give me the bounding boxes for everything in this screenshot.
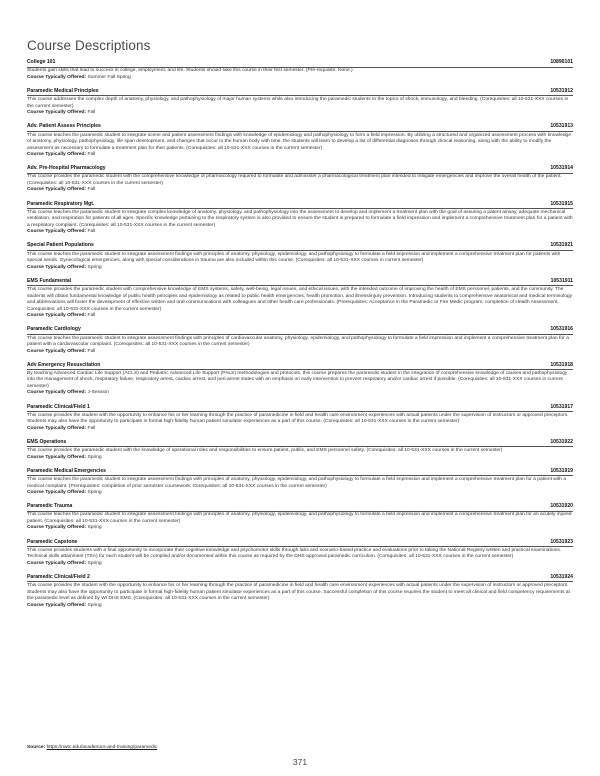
course-offered: [27, 187, 573, 194]
course-name: Paramedic Medical Emergencies: [27, 467, 106, 474]
course-code: 10531913: [550, 123, 573, 130]
course-description: This course provides students with a final opportunity to incorporate their cognitive knowledge and psychomotor skills through labs and scenario-based practice and evaluations prior to taking the National Registry written and practical examinations. Technical skills attainment (TSA) for each student will be compiled and/or documented within this course as required by the DHS-approved paramedic curriculum. (Corequisites: all 10-531-XXX courses in the current semester): [27, 547, 562, 560]
course-description: This course teaches the paramedic student to integrate assessment findings with principles of anatomy, physiology, epidemiology, and pathophysiology to formulate a field impression and implement a comprehensive treatment plan for a patient with a medical complaint. (Prerequisites: completion of prior semester coursework; Corequisites: all 10-531-XXX courses in the current semester): [27, 477, 567, 489]
source-label: Source:: [27, 745, 46, 750]
course-code: 10531912: [550, 87, 573, 94]
course-name: EMS Operations: [27, 438, 67, 445]
course-offered-value: Spring: [87, 560, 102, 566]
course-offered-value: Fall: [87, 187, 96, 193]
course-offered-label: Course Typically Offered:: [27, 187, 87, 193]
course-offered: [27, 265, 573, 272]
course-name: EMS Fundamental: [27, 277, 72, 284]
course-offered-value: Spring: [87, 602, 102, 608]
course-offered: [27, 561, 573, 568]
course-description: This course provides the paramedic student with the comprehensive knowledge of pharmacology required to formulate and administer a pharmacological treatment plan intended to mitigate emergencies and improve the overall health of the patient. (Corequisites: all 10-531-XXX courses in the current semester): [27, 174, 562, 186]
course-code: 10531914: [550, 165, 573, 172]
course-header: [27, 439, 573, 448]
course-description: This course addresses the complex depth of anatomy, physiology, and pathophysiology of major human systems while also introducing the paramedic students to the topics of shock, immunology, and bleeding. (Corequisites: all 10-531-XXX courses in the current semester): [27, 97, 569, 109]
course-entry: [27, 242, 573, 271]
course-list: [27, 59, 573, 616]
course-entry: [27, 123, 573, 158]
course-header: [27, 88, 573, 97]
course-entry: [27, 59, 573, 81]
course-offered-label: Course Typically Offered:: [27, 490, 87, 496]
course-description: By teaching Advanced Cardiac Life Support (ACLS) and Pediatric Advanced Life Support (PALS) methodologies and protocols, this course prepares the paramedic student in the integration of comprehensive knowledge of causes and pathophysiology into the management of shock, respiratory failure, respiratory arrest, cardiac arrest, and peri-arrest states with an emphasis on early intervention to prevent respiratory and/or cardiac arrest if possible. (Corequisites: all 10-531-XXX courses in current semester): [27, 370, 568, 389]
course-description: This course provides the student with the opportunity to enhance his or her learning through the practice of paramedicine in field and health care environment experiences with actual patients under the supervision of instructors or approved preceptors. Students may also have the opportunity to participate in formal high-fidelity human patient simulator experiences as a part of this course. Successful completion of this course requires the student to meet all clinical and field competency requirements at the paramedic level as defined by WI DHS EMS. (Corequisites: all 10-531-XXX courses in the current semester): [27, 583, 570, 602]
course-name: Paramedic Cardiology: [27, 326, 81, 333]
course-header: [27, 123, 573, 132]
course-offered: [27, 110, 573, 117]
page-number: 371: [292, 757, 308, 767]
course-offered-label: Course Typically Offered:: [27, 229, 87, 235]
course-name: Adv. Patient Assess Principles: [27, 123, 101, 130]
course-description: This course teaches the paramedic student to integrate scene and patient assessment findings with knowledge of epidemiology and pathophysiology to form a field impression. By utilizing a structured and organized assessment process with knowledge of anatomy, physiology, pathophysiology, life span development, and changes that occur to the human body with time, the students will learn to develop a list of differential diagnoses through clinical reasoning, along with the ability to modify the assessment as necessary to formulate a treatment plan for their patients. (Corequisites: all 10-531-XXX courses in the current semester): [27, 132, 571, 151]
course-header: [27, 574, 573, 583]
course-description: This course provides the paramedic student with comprehensive knowledge of EMS systems, safety, well-being, legal issues, and ethical issues, with the intended outcome of improving the health of EMS personnel, patients, and the community. The students will obtain fundamental knowledge of public health principles and epidemiology as related to public health emergencies, health promotion, and illness/injury prevention. Introducing students to comprehensive anatomical and medical terminology and abbreviations will foster the development of effective written and oral communications with colleagues and other health care professionals. (Prerequisites: Acceptance in the Paramedic or Fire Medic program; completion of Health Assessment, Corequisites: all 10-531-XXX courses in the current semester): [27, 287, 573, 312]
course-offered-value: Spring: [87, 264, 102, 270]
course-header: [27, 468, 573, 477]
course-offered: [27, 490, 573, 497]
course-entry: [27, 326, 573, 355]
course-offered-value: Summer Fall Spring: [87, 74, 131, 80]
course-header: [27, 165, 573, 174]
course-offered-value: Fall: [87, 313, 96, 319]
course-entry: [27, 503, 573, 532]
course-header: [27, 404, 573, 413]
course-code: 10531915: [550, 200, 573, 207]
course-entry: [27, 278, 573, 320]
course-name: Paramedic Clinical/Field 2: [27, 573, 90, 580]
course-offered-value: Fall: [87, 348, 96, 354]
course-name: Paramedic Clinical/Field 1: [27, 403, 90, 410]
course-offered-label: Course Typically Offered:: [27, 313, 87, 319]
course-code: 10531917: [550, 403, 573, 410]
course-offered: [27, 455, 573, 462]
course-header: [27, 539, 573, 548]
course-offered-label: Course Typically Offered:: [27, 110, 87, 116]
course-code: 10531911: [550, 277, 573, 284]
course-entry: [27, 439, 573, 461]
course-entry: [27, 468, 573, 497]
course-offered-value: Fall: [87, 425, 96, 431]
course-offered: [27, 349, 573, 356]
course-entry: [27, 574, 573, 609]
course-code: 10890101: [550, 59, 573, 65]
course-offered-label: Course Typically Offered:: [27, 264, 87, 270]
course-offered-value: Fall: [87, 229, 96, 235]
course-code: 10531924: [550, 573, 573, 580]
course-name: Special Patient Populations: [27, 242, 94, 249]
course-offered-label: Course Typically Offered:: [27, 390, 87, 396]
page-title: Course Descriptions: [27, 38, 151, 53]
course-offered-label: Course Typically Offered:: [27, 560, 87, 566]
course-header: [27, 242, 573, 251]
course-name: Paramedic Respiratory Mgt.: [27, 200, 95, 207]
course-name: Paramedic Medical Principles: [27, 87, 99, 94]
course-offered-value: J-Session: [87, 390, 109, 396]
course-offered-label: Course Typically Offered:: [27, 152, 87, 158]
course-offered-value: Fall: [87, 152, 96, 158]
course-offered: [27, 390, 573, 397]
course-name: Paramedic Trauma: [27, 503, 73, 510]
course-offered: [27, 75, 573, 82]
course-description: Students gain skills that lead to success in college, employment, and life. Students should take this course in their first semester. (Pre-requisite: None.): [27, 68, 353, 74]
course-name: College 101: [27, 59, 56, 65]
source-line: [27, 745, 157, 751]
course-offered-label: Course Typically Offered:: [27, 425, 87, 431]
source-link[interactable]: https://nwtc.edu/academics-and-training/paramedic: [46, 745, 158, 750]
course-offered-value: Spring: [87, 490, 102, 496]
course-entry: [27, 201, 573, 236]
course-offered: [27, 426, 573, 433]
course-code: 10531916: [550, 326, 573, 333]
course-description: This course provides the student with the opportunity to enhance his or her learning through the practice of paramedicine in field and health care environment experiences with actual patients under the supervision of instructors or approved preceptors. Students may also have the opportunity to participate in formal high-fidelity human patient simulator experiences as a part of this course. (Corequisites: all 10-531-XXX courses in the current semester): [27, 412, 569, 425]
course-header: [27, 201, 573, 210]
course-code: 10531921: [550, 242, 573, 249]
course-description: This course teaches the paramedic student to integrate assessment findings with principles of anatomy, physiology, epidemiology, and pathophysiology to formulate a field impression and implement a comprehensive treatment plan for patients with special needs. Gynecological emergencies, along with special considerations in trauma are also included within this course. (Corequisites: all 10-531-XXX courses in current semester): [27, 251, 561, 264]
course-offered-value: Spring: [87, 525, 102, 531]
course-offered-label: Course Typically Offered:: [27, 602, 87, 608]
course-offered-label: Course Typically Offered:: [27, 348, 87, 354]
course-name: Adv. Pre-Hospital Pharmacology: [27, 165, 106, 172]
course-description: This course teaches the paramedic student to integrate assessment findings with principles of cardiovascular anatomy, physiology, epidemiology, and pathophysiology to formulate a field impression and implement a comprehensive treatment plan for a patient with a cardiovascular complaint. (Corequisites: all 10-531-XXX courses in the current semester): [27, 335, 569, 348]
course-code: 10531919: [550, 467, 573, 474]
course-offered: [27, 229, 573, 236]
course-entry: [27, 404, 573, 433]
course-offered: [27, 152, 573, 159]
course-name: Paramedic Capstone: [27, 538, 78, 545]
course-name: Adv Emergency Resuscitation: [27, 361, 101, 368]
course-description: This course teaches the paramedic student to integrate complex knowledge of anatomy, physiology, and pathophysiology into the assessment to develop and implement a treatment plan with the goal of assuring a patent airway, adequate mechanical ventilation, and respiration for patients of all ages. Specific knowledge pertaining to the respiratory system is also provided to ensure the student is prepared to formulate a field impression and implement a comprehensive treatment plan for a patient with a respiratory complaint. (Corequisites: all 10-531-XXX courses in the current semester): [27, 209, 573, 228]
course-entry: [27, 88, 573, 117]
course-code: 10531920: [550, 503, 573, 510]
course-offered-label: Course Typically Offered:: [27, 525, 87, 531]
course-offered: [27, 603, 573, 610]
course-offered: [27, 313, 573, 320]
course-offered-label: Course Typically Offered:: [27, 454, 87, 460]
course-header: [27, 362, 573, 371]
course-description: This course teaches the paramedic student to integrate assessment findings with principles of anatomy, physiology, epidemiology, and pathophysiology to formulate a field impression and implement a comprehensive treatment plan for an acutely injured patient. (Corequisites: all 10-531-XXX courses in the current semester): [27, 512, 572, 524]
course-header: [27, 278, 573, 287]
course-entry: [27, 165, 573, 194]
course-offered-value: Spring: [87, 454, 102, 460]
course-code: 10531922: [550, 438, 573, 445]
course-entry: [27, 539, 573, 568]
course-code: 10531923: [550, 538, 573, 545]
course-description: This course provides the paramedic student with the knowledge of operational roles and responsibilities to ensure patient, public, and EMS personnel safety. (Corequisites: all 10-531-XXX courses in the current semester): [27, 448, 503, 454]
course-header: [27, 326, 573, 335]
course-entry: [27, 362, 573, 397]
course-header: [27, 503, 573, 512]
course-code: 10531918: [550, 361, 573, 368]
course-header: [27, 59, 573, 68]
course-offered-label: Course Typically Offered:: [27, 74, 87, 80]
course-offered: [27, 525, 573, 532]
course-offered-value: Fall: [87, 110, 96, 116]
